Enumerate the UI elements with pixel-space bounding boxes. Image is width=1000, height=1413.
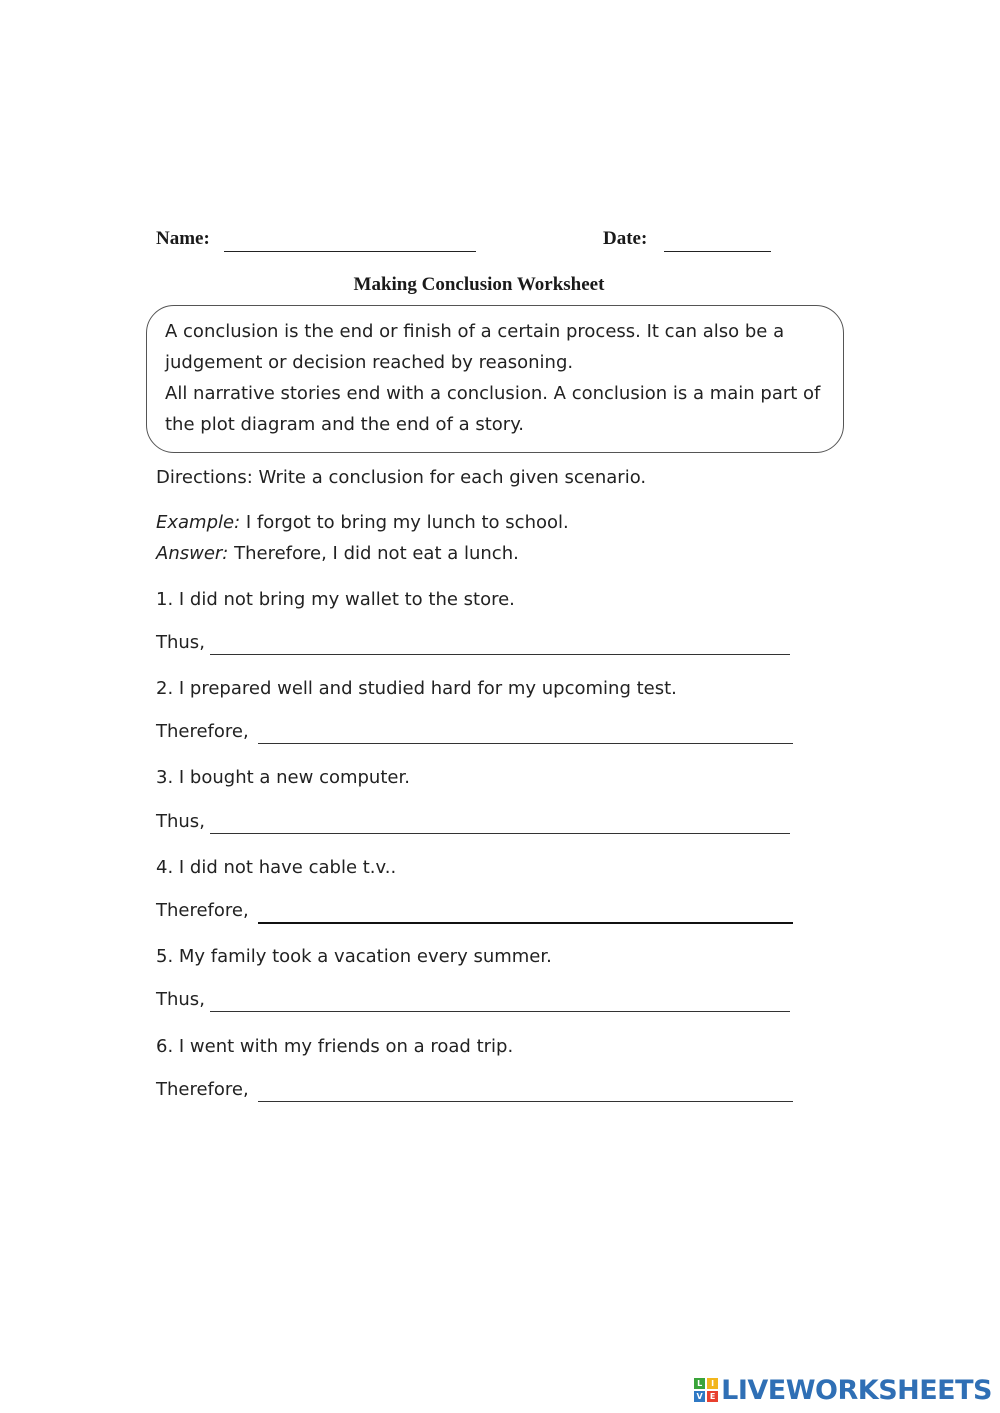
answer-blank-1[interactable]: [210, 654, 790, 655]
definition-paragraph-1: A conclusion is the end or finish of a certain process. It can also be a judgement or decision reached by reasoning.: [165, 321, 785, 373]
definition-box: [146, 305, 844, 453]
answer-lead-6: Therefore,: [156, 1079, 249, 1100]
liveworksheets-logo[interactable]: [694, 1375, 992, 1405]
answer-blank-6[interactable]: [258, 1101, 793, 1102]
example-text: I forgot to bring my lunch to school.: [245, 512, 569, 533]
answer-label: Answer:: [156, 543, 229, 564]
definition-paragraph-2: All narrative stories end with a conclusion. A conclusion is a main part of the plot diagram and the end of a story.: [165, 383, 821, 435]
definition-text: [165, 316, 835, 440]
answer-row-6: [156, 1079, 796, 1107]
name-field-line[interactable]: [224, 251, 476, 252]
worksheet-title: Making Conclusion Worksheet: [353, 274, 605, 295]
logo-mark-cell-2: I: [707, 1378, 718, 1389]
answer-row-4: [156, 900, 796, 928]
answer-row-3: [156, 811, 796, 839]
name-label: Name:: [156, 228, 210, 249]
example-line: [156, 512, 569, 533]
logo-mark-cell-4: E: [707, 1391, 718, 1402]
question-5: 5. My family took a vacation every summer.: [156, 946, 552, 967]
date-label: Date:: [603, 228, 648, 249]
example-answer-line: [156, 543, 519, 564]
logo-text: LIVEWORKSHEETS: [721, 1374, 992, 1406]
answer-row-2: [156, 721, 796, 749]
logo-mark-cell-1: L: [694, 1378, 705, 1389]
question-6: 6. I went with my friends on a road trip.: [156, 1036, 514, 1057]
example-label: Example:: [156, 512, 241, 533]
answer-lead-4: Therefore,: [156, 900, 249, 921]
answer-text: Therefore, I did not eat a lunch.: [234, 543, 519, 564]
date-field-line[interactable]: [664, 251, 771, 252]
logo-mark-icon: [694, 1378, 718, 1402]
answer-blank-5[interactable]: [210, 1011, 790, 1012]
answer-blank-4[interactable]: [258, 922, 793, 924]
question-3: 3. I bought a new computer.: [156, 767, 410, 788]
answer-row-1: [156, 632, 796, 660]
header-row: [156, 228, 776, 258]
question-4: 4. I did not have cable t.v..: [156, 857, 397, 878]
answer-lead-5: Thus,: [156, 989, 205, 1010]
answer-blank-2[interactable]: [258, 743, 793, 744]
question-2: 2. I prepared well and studied hard for my upcoming test.: [156, 678, 677, 699]
answer-lead-1: Thus,: [156, 632, 205, 653]
directions-text: Directions: Write a conclusion for each given scenario.: [156, 467, 647, 488]
answer-lead-3: Thus,: [156, 811, 205, 832]
answer-row-5: [156, 989, 796, 1017]
answer-lead-2: Therefore,: [156, 721, 249, 742]
logo-mark-cell-3: V: [694, 1391, 705, 1402]
answer-blank-3[interactable]: [210, 833, 790, 834]
question-1: 1. I did not bring my wallet to the store.: [156, 589, 515, 610]
